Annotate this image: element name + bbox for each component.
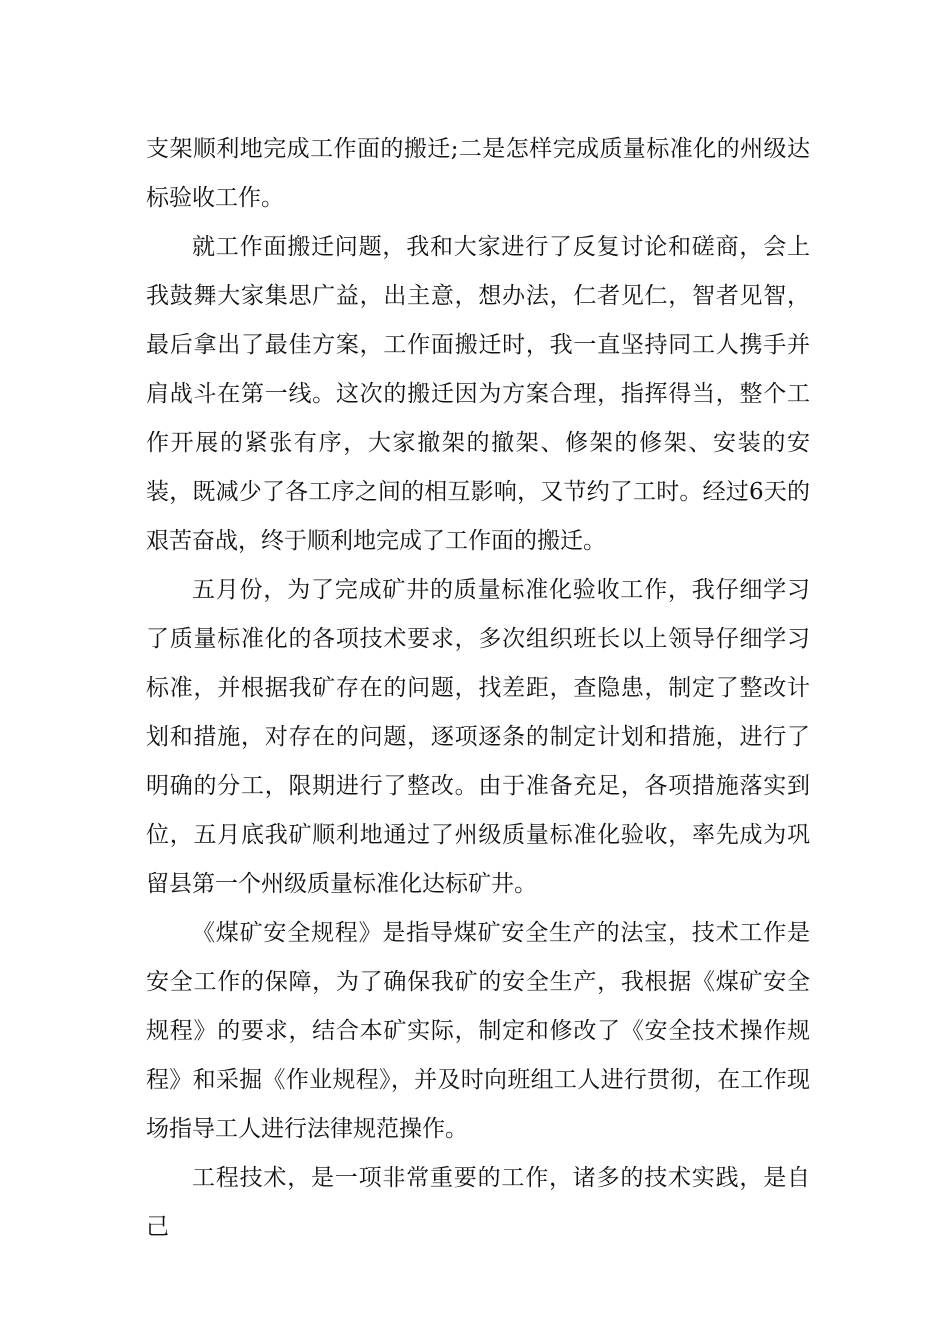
paragraph-2: 就工作面搬迁问题，我和大家进行了反复讨论和磋商，会上我鼓舞大家集思广益，出主意，想办法，仁者见仁，智者见智，最后拿出了最佳方案，工作面搬迁时，我一直坚持同工人携手并肩战斗在第一线。这次的搬迁因为方案合理，指挥得当，整个工作开展的紧张有序，大家撤架的撤架、修架的修架、安装的安装，既减少了各工序之间的相互影响，又节约了工时。经过6天的艰苦奋战，终于顺利地完成了工作面的搬迁。 [146,234,810,554]
document-body [146,125,810,1252]
paragraph-4: 《煤矿安全规程》是指导煤矿安全生产的法宝，技术工作是安全工作的保障，为了确保我矿的安全生产，我根据《煤矿安全规程》的要求，结合本矿实际，制定和修改了《安全技术操作规程》和采掘《作业规程》，并及时向班组工人进行贯彻，在工作现场指导工人进行法律规范操作。 [146,920,810,1142]
paragraph-3: 五月份，为了完成矿井的质量标准化验收工作，我仔细学习了质量标准化的各项技术要求，多次组织班长以上领导仔细学习标准，并根据我矿存在的问题，找差距，查隐患，制定了整改计划和措施，对存在的问题，逐项逐条的制定计划和措施，进行了明确的分工，限期进行了整改。由于准备充足，各项措施落实到位，五月底我矿顺利地通过了州级质量标准化验收，率先成为巩留县第一个州级质量标准化达标矿井。 [146,577,810,897]
paragraph-5: 工程技术，是一项非常重要的工作，诸多的技术实践，是自己 [146,1165,810,1240]
paragraph-1: 支架顺利地完成工作面的搬迁;二是怎样完成质量标准化的州级达标验收工作。 [146,136,810,211]
